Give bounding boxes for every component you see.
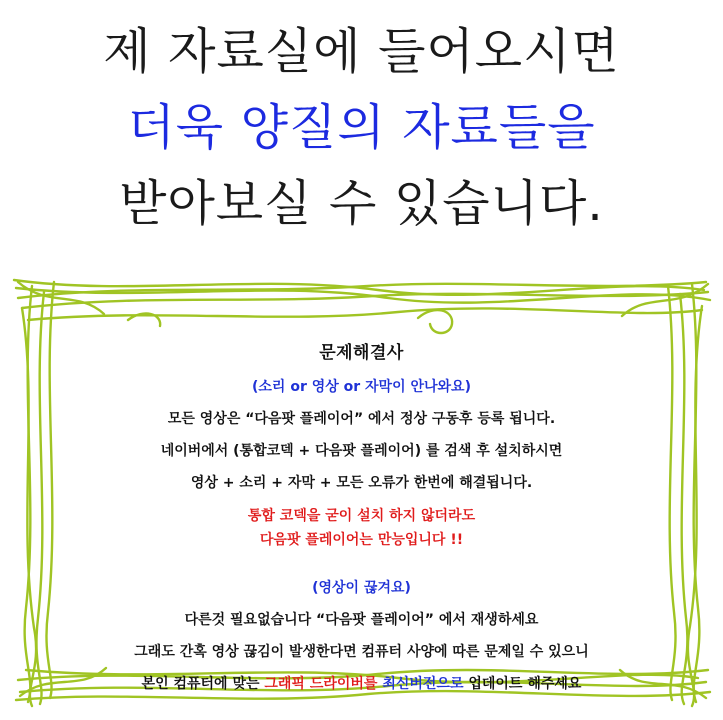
section2-line-3-part-c: 최신버전으로	[382, 676, 469, 692]
section1-warning-1: 통합 코덱을 굳이 설치 하지 않더라도	[247, 508, 476, 524]
section2-line-2: 그래도 간혹 영상 끊김이 발생한다면 컴퓨터 사양에 따른 문제일 수 있으니	[134, 644, 589, 660]
section2-heading: (영상이 끊겨요)	[312, 580, 411, 596]
section2-line-3-part-d: 업데이트 해주세요	[468, 676, 582, 692]
headline-line-3: 받아보실 수 있습니다.	[119, 175, 604, 232]
section1-line-1: 모든 영상은 “다음팟 플레이어” 에서 정상 구동후 등록 됩니다.	[167, 411, 556, 427]
section2-line-3	[8, 673, 715, 693]
section2-line-1: 다른것 필요없습니다 “다음팟 플레이어” 에서 재생하세요	[184, 612, 539, 628]
headline-block	[0, 14, 723, 242]
section1-line-2: 네이버에서 (통합코덱 + 다음팟 플레이어) 를 검색 후 설치하시면	[160, 443, 563, 459]
headline-line-1: 제 자료실에 들어오시면	[103, 23, 620, 80]
section-gap	[8, 549, 715, 577]
headline-line-2: 더욱 양질의 자료들을	[127, 99, 596, 156]
panel-content	[8, 268, 715, 712]
section1-heading: (소리 or 영상 or 자막이 안나와요)	[252, 379, 471, 395]
section1-line-3: 영상 + 소리 + 자막 + 모든 오류가 한번에 해결됩니다.	[190, 475, 533, 491]
panel-title: 문제해결사	[319, 343, 404, 363]
section2-line-3-part-b: 그래픽 드라이버를	[264, 676, 383, 692]
section2-line-3-part-a: 본인 컴퓨터에 맞는	[141, 676, 265, 692]
section1-warning-2: 다음팟 플레이어는 만능입니다 !!	[259, 532, 464, 548]
